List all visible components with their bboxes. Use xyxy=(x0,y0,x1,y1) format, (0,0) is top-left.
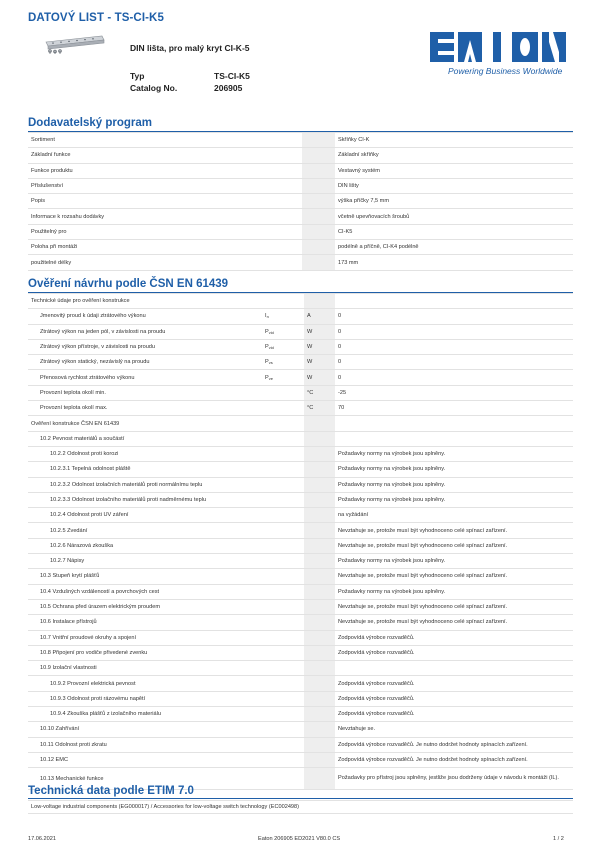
typ-label: Typ xyxy=(130,71,145,81)
row-unit xyxy=(304,508,335,523)
row-label: 10.9.4 Zkouška plášťů z izolačního materiálu xyxy=(28,707,262,722)
footer-document-id: Eaton 206905 ED2021 V80.0 CS xyxy=(258,836,341,842)
row-value: 70 xyxy=(335,401,573,416)
row-value: včetně upevňovacích šroubů xyxy=(335,209,573,224)
row-symbol xyxy=(262,707,304,722)
row-value: Vestavný systém xyxy=(335,163,573,178)
table-row xyxy=(28,240,573,255)
row-label: Jmenovitý proud k údaji ztrátového výkonu xyxy=(28,309,262,324)
table-row xyxy=(28,645,573,660)
table-row xyxy=(28,401,573,416)
table-row xyxy=(28,416,573,431)
row-value: Nevztahuje se. xyxy=(335,722,573,737)
row-value: Základní skříňky xyxy=(335,148,573,163)
row-value: 0 xyxy=(335,355,573,370)
row-unit xyxy=(304,477,335,492)
row-value xyxy=(335,431,573,446)
row-label: 10.9 Izolační vlastnosti xyxy=(28,661,262,676)
row-symbol xyxy=(262,599,304,614)
row-value: CI-K5 xyxy=(335,224,573,239)
table-row xyxy=(28,294,573,309)
row-value: Požadavky pro přístroj jsou splněny, jestliže jsou dodrženy údaje v návodu k montáži (IL). xyxy=(335,768,573,790)
row-value: podélně a příčně, CI-K4 podélně xyxy=(335,240,573,255)
row-symbol xyxy=(262,148,302,163)
row-unit xyxy=(304,645,335,660)
row-label: Přenosová rychlost ztrátového výkonu xyxy=(28,370,262,385)
row-symbol xyxy=(262,768,304,790)
row-unit: A xyxy=(304,309,335,324)
section-title-dodavatel: Dodavatelský program xyxy=(28,117,152,129)
symbol-text: P xyxy=(265,359,269,366)
row-value: Požadavky normy na výrobek jsou splněny. xyxy=(335,554,573,569)
table-row xyxy=(28,554,573,569)
eaton-logo xyxy=(428,30,568,64)
row-label: 10.13 Mechanické funkce xyxy=(28,768,262,790)
typ-value: TS-CI-K5 xyxy=(214,71,250,81)
row-value: Zodpovídá výrobce rozvaděčů. Je nutno dodržet hodnoty spínacích zařízení. xyxy=(335,752,573,767)
symbol-text: I xyxy=(265,313,267,320)
row-label: Ztrátový výkon na jeden pól, v závislosti na proudu xyxy=(28,324,262,339)
table-row xyxy=(28,630,573,645)
row-label: Funkce produktu xyxy=(28,163,262,178)
row-label: 10.2.4 Odolnost proti UV záření xyxy=(28,508,262,523)
row-unit xyxy=(304,462,335,477)
table-row xyxy=(28,462,573,477)
row-label: 10.6 Instalace přístrojů xyxy=(28,615,262,630)
table-row xyxy=(28,385,573,400)
symbol-text: P xyxy=(265,374,269,381)
row-unit xyxy=(304,446,335,461)
row-unit: °C xyxy=(304,401,335,416)
row-symbol xyxy=(262,676,304,691)
row-label: 10.10 Zahřívání xyxy=(28,722,262,737)
row-unit: W xyxy=(304,324,335,339)
table-row xyxy=(28,691,573,706)
row-value: 0 xyxy=(335,370,573,385)
row-value: 0 xyxy=(335,309,573,324)
row-unit xyxy=(304,615,335,630)
row-unit xyxy=(302,255,335,270)
row-unit xyxy=(302,194,335,209)
row-label: 10.2 Pevnost materiálů a součástí xyxy=(28,431,262,446)
type-info xyxy=(130,70,250,94)
row-symbol xyxy=(262,294,304,309)
table-row xyxy=(28,584,573,599)
row-value: Nevztahuje se, protože musí být vyhodnoceno celé spínací zařízení. xyxy=(335,569,573,584)
section-title-overeni: Ověření návrhu podle ČSN EN 61439 xyxy=(28,278,229,290)
row-value: Zodpovídá výrobce rozvaděčů. xyxy=(335,676,573,691)
row-unit xyxy=(304,492,335,507)
row-symbol xyxy=(262,209,302,224)
table-row xyxy=(28,737,573,752)
row-value: Zodpovídá výrobce rozvaděčů. xyxy=(335,691,573,706)
etim-classification: Low-voltage industrial components (EG000017) / Accessories for low-voltage switch technology (EC002498) xyxy=(28,800,573,814)
row-label: 10.2.7 Nápisy xyxy=(28,554,262,569)
row-symbol xyxy=(262,431,304,446)
symbol-subscript: vid xyxy=(268,329,274,335)
row-unit xyxy=(304,523,335,538)
row-unit xyxy=(304,676,335,691)
row-symbol xyxy=(262,492,304,507)
row-symbol xyxy=(262,370,304,385)
row-symbol xyxy=(262,255,302,270)
row-symbol xyxy=(262,240,302,255)
symbol-subscript: n xyxy=(266,314,269,320)
row-symbol xyxy=(262,554,304,569)
row-unit xyxy=(304,294,335,309)
footer-page-number: 1 / 2 xyxy=(553,836,564,842)
row-label: 10.4 Vzdušných vzdáleností a povrchových cest xyxy=(28,584,262,599)
row-label: 10.2.3.1 Tepelná odolnost pláště xyxy=(28,462,262,477)
row-label: použitelné délky xyxy=(28,255,262,270)
row-value: Nevztahuje se, protože musí být vyhodnoceno celé spínací zařízení. xyxy=(335,599,573,614)
symbol-text: P xyxy=(265,328,269,335)
row-value: DIN lišty xyxy=(335,178,573,193)
row-value: Zodpovídá výrobce rozvaděčů. xyxy=(335,645,573,660)
row-symbol xyxy=(262,615,304,630)
row-label: Sortiment xyxy=(28,133,262,148)
table-row xyxy=(28,477,573,492)
row-symbol xyxy=(262,224,302,239)
table-row xyxy=(28,599,573,614)
row-value: -25 xyxy=(335,385,573,400)
row-symbol xyxy=(262,163,302,178)
section-title-etim: Technická data podle ETIM 7.0 xyxy=(28,785,194,797)
row-symbol xyxy=(262,538,304,553)
overeni-table xyxy=(28,293,573,790)
table-row xyxy=(28,661,573,676)
eaton-slogan: Powering Business Worldwide xyxy=(448,66,563,76)
table-row xyxy=(28,324,573,339)
row-symbol xyxy=(262,722,304,737)
row-label: 10.2.2 Odolnost proti korozi xyxy=(28,446,262,461)
row-value: Nevztahuje se, protože musí být vyhodnoceno celé spínací zařízení. xyxy=(335,538,573,553)
row-unit xyxy=(302,240,335,255)
row-value: 173 mm xyxy=(335,255,573,270)
row-symbol xyxy=(262,752,304,767)
row-value: Zodpovídá výrobce rozvaděčů. xyxy=(335,630,573,645)
table-row xyxy=(28,446,573,461)
row-unit xyxy=(304,569,335,584)
row-label: 10.9.3 Odolnost proti rázovému napětí xyxy=(28,691,262,706)
row-label: Poloha při montáži xyxy=(28,240,262,255)
row-unit xyxy=(304,554,335,569)
row-unit xyxy=(304,722,335,737)
row-value xyxy=(335,294,573,309)
table-row xyxy=(28,538,573,553)
row-unit: W xyxy=(304,370,335,385)
table-row xyxy=(28,615,573,630)
row-symbol xyxy=(262,645,304,660)
row-label: 10.2.6 Nárazová zkouška xyxy=(28,538,262,553)
catalog-label: Catalog No. xyxy=(130,83,178,93)
row-symbol xyxy=(262,661,304,676)
row-unit xyxy=(302,178,335,193)
table-row xyxy=(28,523,573,538)
row-label: Příslušenství xyxy=(28,178,262,193)
row-unit xyxy=(302,148,335,163)
row-label: Ztrátový výkon statický, nezávislý na proudu xyxy=(28,355,262,370)
table-row xyxy=(28,163,573,178)
row-value: Nevztahuje se, protože musí být vyhodnoceno celé spínací zařízení. xyxy=(335,615,573,630)
row-value: výška příčky 7,5 mm xyxy=(335,194,573,209)
row-unit xyxy=(304,599,335,614)
row-value: Požadavky normy na výrobek jsou splněny. xyxy=(335,446,573,461)
product-description: DIN lišta, pro malý kryt CI-K-5 xyxy=(130,43,250,53)
symbol-subscript: vs xyxy=(268,360,273,366)
row-symbol xyxy=(262,630,304,645)
catalog-value: 206905 xyxy=(214,83,243,93)
row-unit xyxy=(304,431,335,446)
row-unit xyxy=(302,209,335,224)
row-label: Ověření konstrukce ČSN EN 61439 xyxy=(28,416,262,431)
table-row xyxy=(28,178,573,193)
row-unit xyxy=(304,416,335,431)
table-row xyxy=(28,209,573,224)
symbol-subscript: ve xyxy=(268,375,273,381)
row-symbol xyxy=(262,385,304,400)
table-row xyxy=(28,224,573,239)
section-rule xyxy=(28,798,573,799)
row-symbol xyxy=(262,462,304,477)
row-unit xyxy=(304,707,335,722)
table-row xyxy=(28,148,573,163)
table-row xyxy=(28,676,573,691)
row-symbol xyxy=(262,737,304,752)
row-unit: °C xyxy=(304,385,335,400)
row-symbol xyxy=(262,691,304,706)
row-value: Nevztahuje se, protože musí být vyhodnoceno celé spínací zařízení. xyxy=(335,523,573,538)
row-symbol xyxy=(262,508,304,523)
row-value: 0 xyxy=(335,339,573,354)
row-symbol xyxy=(262,401,304,416)
table-row xyxy=(28,508,573,523)
row-label: Provozní teplota okolí min. xyxy=(28,385,262,400)
row-value: na vyžádání xyxy=(335,508,573,523)
row-value: Skříňky CI-K xyxy=(335,133,573,148)
row-value: Zodpovídá výrobce rozvaděčů. xyxy=(335,707,573,722)
document-title: DATOVÝ LIST - TS-CI-K5 xyxy=(28,12,164,24)
row-symbol xyxy=(262,416,304,431)
row-unit xyxy=(304,691,335,706)
row-unit xyxy=(302,224,335,239)
table-row xyxy=(28,355,573,370)
row-label: Provozní teplota okolí max. xyxy=(28,401,262,416)
row-unit xyxy=(304,737,335,752)
row-value: Požadavky normy na výrobek jsou splněny. xyxy=(335,477,573,492)
row-value: Požadavky normy na výrobek jsou splněny. xyxy=(335,584,573,599)
table-row xyxy=(28,431,573,446)
row-label: Základní funkce xyxy=(28,148,262,163)
row-unit xyxy=(304,630,335,645)
dodavatel-table xyxy=(28,132,573,271)
row-label: 10.7 Vnitřní proudové okruhy a spojení xyxy=(28,630,262,645)
table-row xyxy=(28,492,573,507)
row-label: Technické údaje pro ověření konstrukce xyxy=(28,294,262,309)
row-symbol xyxy=(262,133,302,148)
row-symbol xyxy=(262,178,302,193)
row-unit xyxy=(304,752,335,767)
table-row xyxy=(28,255,573,270)
row-symbol xyxy=(262,339,304,354)
row-unit xyxy=(304,661,335,676)
table-row xyxy=(28,752,573,767)
row-label: Popis xyxy=(28,194,262,209)
row-symbol xyxy=(262,324,304,339)
row-unit: W xyxy=(304,355,335,370)
row-symbol xyxy=(262,569,304,584)
table-row xyxy=(28,194,573,209)
row-symbol xyxy=(262,584,304,599)
row-symbol xyxy=(262,477,304,492)
symbol-text: P xyxy=(265,344,269,351)
row-value xyxy=(335,416,573,431)
row-value: Zodpovídá výrobce rozvaděčů. Je nutno dodržet hodnoty spínacích zařízení. xyxy=(335,737,573,752)
row-label: 10.5 Ochrana před úrazem elektrickým proudem xyxy=(28,599,262,614)
row-symbol xyxy=(262,523,304,538)
row-label: 10.2.3.2 Odolnost izolačních materiálů proti normálnímu teplu xyxy=(28,477,262,492)
footer-date: 17.06.2021 xyxy=(28,836,56,842)
row-label: 10.2.5 Zvedání xyxy=(28,523,262,538)
symbol-subscript: vid xyxy=(268,345,274,351)
row-unit: W xyxy=(304,339,335,354)
row-unit xyxy=(304,768,335,790)
row-label: Informace k rozsahu dodávky xyxy=(28,209,262,224)
row-label: 10.9.2 Provozní elektrická pevnost xyxy=(28,676,262,691)
row-value xyxy=(335,661,573,676)
row-unit xyxy=(304,538,335,553)
table-row xyxy=(28,707,573,722)
row-unit xyxy=(302,163,335,178)
table-row xyxy=(28,722,573,737)
row-value: Požadavky normy na výrobek jsou splněny. xyxy=(335,462,573,477)
row-label: 10.2.3.3 Odolnost izolačního materiálů proti nadměrnému teplu xyxy=(28,492,262,507)
row-value: Požadavky normy na výrobek jsou splněny. xyxy=(335,492,573,507)
table-row xyxy=(28,309,573,324)
row-label: Ztrátový výkon přístroje, v závislosti na proudu xyxy=(28,339,262,354)
table-row xyxy=(28,569,573,584)
row-symbol xyxy=(262,446,304,461)
row-label: 10.11 Odolnost proti zkratu xyxy=(28,737,262,752)
row-value: 0 xyxy=(335,324,573,339)
din-rail-product-image xyxy=(42,34,106,54)
row-label: 10.3 Stupeň krytí plášťů xyxy=(28,569,262,584)
table-row xyxy=(28,133,573,148)
table-row xyxy=(28,370,573,385)
row-label: 10.12 EMC xyxy=(28,752,262,767)
row-symbol xyxy=(262,309,304,324)
row-unit xyxy=(302,133,335,148)
row-symbol xyxy=(262,355,304,370)
row-label: Použitelný pro xyxy=(28,224,262,239)
row-label: 10.8 Připojení pro vodiče přivedené zvenku xyxy=(28,645,262,660)
row-unit xyxy=(304,584,335,599)
table-row xyxy=(28,339,573,354)
row-symbol xyxy=(262,194,302,209)
